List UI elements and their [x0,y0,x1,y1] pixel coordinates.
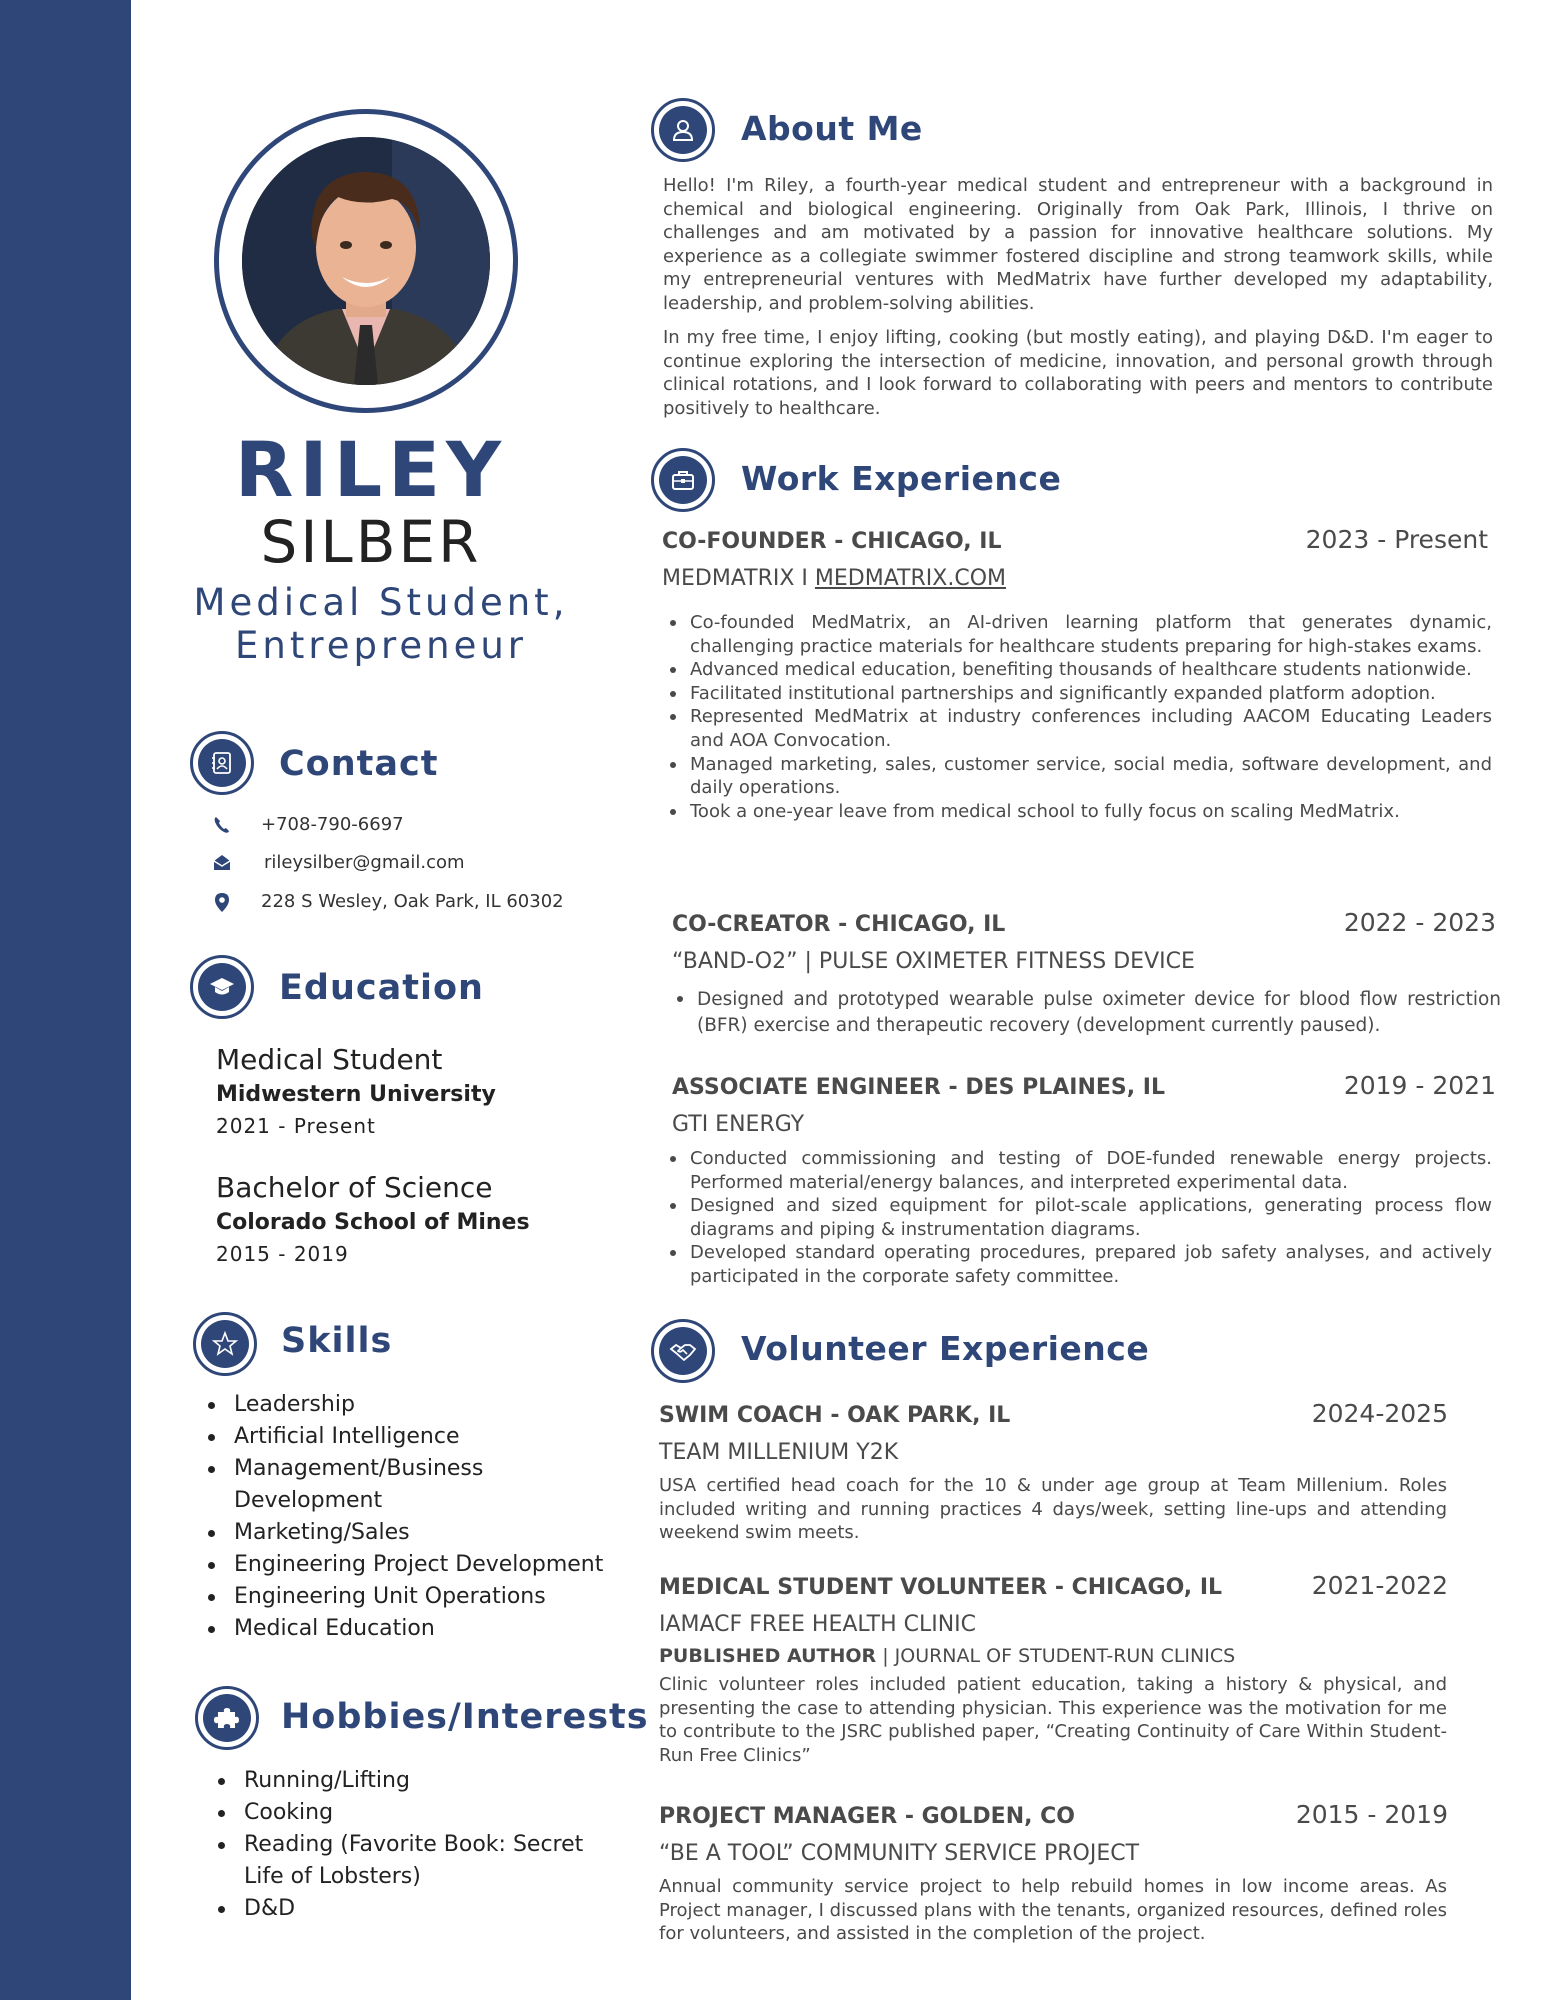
job-bullet: Facilitated institutional partnerships and significantly expanded platform adoption. [690,682,1492,706]
job-1-heading: CO-FOUNDER - CHICAGO, IL [662,529,1002,554]
address-text: 228 S Wesley, Oak Park, IL 60302 [261,891,564,912]
about-title: About Me [741,109,923,148]
skill-item: Management/Business [234,1453,603,1485]
job-bullet: Conducted commissioning and testing of DOE-funded renewable energy projects. Performed material/energy balances, and interpreted experimental data. [690,1148,1492,1193]
job-2-org: “BAND-O2” | PULSE OXIMETER FITNESS DEVICE [672,949,1195,974]
skill-item: Engineering Unit Operations [234,1581,603,1613]
hobby-item-continued: Life of Lobsters) [244,1864,421,1889]
published-author-label: PUBLISHED AUTHOR [659,1645,877,1667]
vol-3-date: 2015 - 2019 [1295,1800,1448,1829]
side-stripe [0,0,131,2000]
hobby-item: Running/Lifting [244,1765,583,1797]
job-bullet: Represented MedMatrix at industry conferences including AACOM Educating Leaders and AOA Convocation. [690,706,1492,751]
edu-degree-1: Medical Student [216,1043,443,1076]
hobbies-title: Hobbies/Interests [281,1697,649,1737]
last-name: SILBER [260,508,482,576]
hobby-item: Cooking [244,1797,583,1829]
skill-item: Leadership [234,1389,603,1421]
job-bullet: Designed and prototyped wearable pulse oximeter device for blood flow restriction (BFR) exercise and therapeutic recovery (development currently paused). [697,987,1501,1039]
skill-item: Marketing/Sales [234,1517,603,1549]
skill-item: Medical Education [234,1613,603,1645]
job-3-bullets [690,1147,1492,1289]
vol-3-org: “BE A TOOL” COMMUNITY SERVICE PROJECT [659,1841,1140,1866]
email-text: rileysilber@gmail.com [264,852,465,873]
vol-1-text: USA certified head coach for the 10 & under age group at Team Millenium. Roles included writing and running practices 4 days/week, setting line-ups and attending weekend swim meets. [659,1475,1447,1544]
edu-years-1: 2021 - Present [216,1114,376,1138]
work-title: Work Experience [741,459,1062,498]
skills-title: Skills [281,1321,393,1361]
skills-list [234,1389,603,1645]
phone-text: +708-790-6697 [261,814,404,835]
skill-item: Artificial Intelligence [234,1421,603,1453]
edu-school-1: Midwestern University [216,1082,496,1107]
hobby-item: D&D [244,1893,583,1925]
volunteer-title: Volunteer Experience [741,1329,1150,1368]
hobby-item: Reading (Favorite Book: Secret [244,1829,583,1861]
profile-photo-frame [214,109,518,413]
vol-2-text: Clinic volunteer roles included patient education, taking a history & physical, and presenting the case to attending physician. This experience was the motivation for me to contribute to the JSRC published paper, “Creating Continuity of Care Within Student-Run Free Clinics” [659,1674,1447,1766]
edu-degree-2: Bachelor of Science [216,1171,493,1204]
job-bullet: Designed and sized equipment for pilot-scale applications, generating process flow diagrams and piping & instrumentation diagrams. [690,1195,1492,1240]
job-3-date: 2019 - 2021 [1343,1071,1496,1100]
medmatrix-link[interactable]: MEDMATRIX.COM [814,566,1006,591]
vol-2-publication [659,1647,1235,1666]
job-bullet: Developed standard operating procedures, prepared job safety analyses, and actively participated in the corporate safety committee. [690,1242,1492,1287]
envelope-icon [211,852,233,874]
job-title-line-2: Entrepreneur [234,624,528,667]
vol-1-date: 2024-2025 [1311,1399,1448,1428]
vol-3-heading: PROJECT MANAGER - GOLDEN, CO [659,1804,1075,1829]
job-1-org [662,568,1006,590]
journal-name: | JOURNAL OF STUDENT-RUN CLINICS [876,1645,1236,1667]
vol-1-org: TEAM MILLENIUM Y2K [659,1440,899,1465]
person-icon [651,98,715,162]
job-bullet: Managed marketing, sales, customer service, social media, software development, and daily operations. [690,753,1492,799]
phone-icon [211,814,233,836]
location-pin-icon [211,891,233,913]
job-2-heading: CO-CREATOR - CHICAGO, IL [672,912,1006,937]
job-1-bullets [690,611,1492,823]
vol-2-heading: MEDICAL STUDENT VOLUNTEER - CHICAGO, IL [659,1575,1223,1600]
job-1-org-name: MEDMATRIX I [662,566,815,591]
about-paragraph-1: Hello! I'm Riley, a fourth-year medical student and entrepreneur with a background in chemical and biological engineering. Originally from Oak Park, Illinois, I thrive on challenges and am motivated by a passion for innovative healthcare solutions. My experience as a collegiate swimmer fostered discipline and strong teamwork skills, while my entrepreneurial ventures with MedMatrix have further developed my adaptability, leadership, and problem-solving abilities. [663,175,1493,314]
job-2-date: 2022 - 2023 [1343,908,1496,937]
job-3-org: GTI ENERGY [672,1112,805,1137]
vol-1-heading: SWIM COACH - OAK PARK, IL [659,1403,1011,1428]
job-bullet: Advanced medical education, benefiting thousands of healthcare students nationwide. [690,658,1492,682]
job-3-heading: ASSOCIATE ENGINEER - DES PLAINES, IL [672,1075,1165,1100]
graduation-cap-icon [190,955,254,1019]
edu-school-2: Colorado School of Mines [216,1210,530,1235]
vol-3-text: Annual community service project to help rebuild homes in low income areas. As Project manager, I discussed plans with the tenants, organized resources, defined roles for volunteers, and assisted in the completion of the project. [659,1876,1448,1945]
first-name: RILEY [234,425,508,514]
job-title-line-1: Medical Student, [193,581,569,624]
education-title: Education [279,968,484,1008]
edu-years-2: 2015 - 2019 [216,1242,349,1266]
job-bullet: Took a one-year leave from medical school to fully focus on scaling MedMatrix. [690,800,1492,824]
about-paragraph-2: In my free time, I enjoy lifting, cooking (but mostly eating), and playing D&D. I'm eager to continue exploring the intersection of medicine, innovation, and personal growth through clinical rotations, and I look forward to collaborating with peers and mentors to contribute positively to healthcare. [663,327,1493,419]
handshake-icon [651,1319,715,1383]
star-icon [193,1312,257,1376]
puzzle-icon [195,1686,259,1750]
contact-book-icon [190,731,254,795]
skill-item: Engineering Project Development [234,1549,603,1581]
hobbies-list [244,1765,583,1925]
skill-item-continued: Development [234,1488,383,1513]
briefcase-icon [651,448,715,512]
profile-photo [242,137,490,385]
job-bullet: Co-founded MedMatrix, an AI-driven learning platform that generates dynamic, challenging practice materials for healthcare students preparing for high-stakes exams. [690,612,1492,657]
contact-title: Contact [279,744,439,784]
job-1-date: 2023 - Present [1305,525,1488,554]
vol-2-date: 2021-2022 [1311,1571,1448,1600]
job-2-bullets [697,987,1501,1039]
vol-2-org: IAMACF FREE HEALTH CLINIC [659,1612,977,1637]
